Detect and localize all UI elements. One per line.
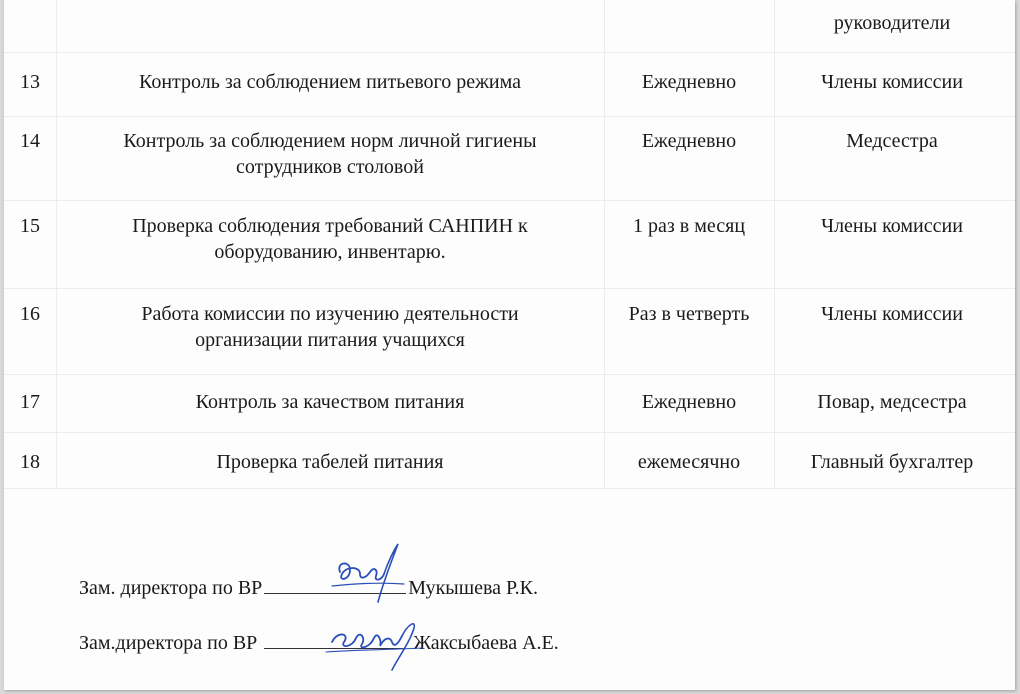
activity-line: Контроль за соблюдением питьевого режима bbox=[138, 71, 522, 93]
row-term: Ежедневно bbox=[641, 71, 737, 93]
table-grid-line bbox=[4, 200, 1015, 201]
row-number: 18 bbox=[20, 451, 40, 473]
row-number: 17 bbox=[20, 391, 40, 413]
signatory-name: Жаксыбаева А.Е. bbox=[413, 632, 559, 654]
document-page bbox=[4, 0, 1015, 690]
activity-line: организации питания учащихся bbox=[195, 329, 465, 351]
table-cell-responsible: руководители bbox=[833, 12, 951, 34]
row-term: ежемесячно bbox=[637, 451, 741, 473]
table-grid-line bbox=[4, 288, 1015, 289]
row-activity bbox=[56, 389, 604, 415]
table-grid-line bbox=[4, 488, 1015, 489]
row-activity bbox=[56, 301, 604, 353]
row-responsible: Члены комиссии bbox=[821, 71, 963, 93]
row-term: 1 раз в месяц bbox=[632, 215, 746, 237]
activity-line: Проверка соблюдения требований САНПИН к bbox=[132, 215, 528, 237]
row-activity bbox=[56, 449, 604, 475]
row-responsible: Главный бухгалтер bbox=[810, 451, 974, 473]
row-responsible: Повар, медсестра bbox=[817, 391, 967, 413]
table-grid-line bbox=[4, 432, 1015, 433]
handwritten-signature-icon bbox=[326, 540, 416, 610]
activity-line: сотрудников столовой bbox=[236, 156, 424, 178]
row-term: Раз в четверть bbox=[628, 303, 750, 325]
table-grid-line bbox=[4, 116, 1015, 117]
row-responsible: Члены комиссии bbox=[821, 303, 963, 325]
row-number: 16 bbox=[20, 303, 40, 325]
row-term: Ежедневно bbox=[641, 130, 737, 152]
row-activity bbox=[56, 128, 604, 180]
row-number: 14 bbox=[20, 130, 40, 152]
signature-line bbox=[79, 630, 559, 656]
row-term: Ежедневно bbox=[641, 391, 737, 413]
handwritten-signature-icon bbox=[322, 612, 432, 674]
row-activity bbox=[56, 213, 604, 265]
activity-line: Проверка табелей питания bbox=[216, 451, 444, 473]
signatory-title: Зам.директора по ВР bbox=[79, 632, 258, 654]
activity-line: Работа комиссии по изучению деятельности bbox=[141, 303, 519, 325]
row-responsible: Члены комиссии bbox=[821, 215, 963, 237]
activity-line: оборудованию, инвентарю. bbox=[214, 241, 446, 263]
table-grid-line bbox=[4, 52, 1015, 53]
signatory-title: Зам. директора по ВР bbox=[79, 577, 263, 599]
signatory-name: Мукышева Р.К. bbox=[408, 577, 539, 599]
signature-line bbox=[79, 575, 538, 601]
row-number: 13 bbox=[20, 71, 40, 93]
activity-line: Контроль за качеством питания bbox=[195, 391, 465, 413]
activity-line: Контроль за соблюдением норм личной гигиены bbox=[123, 130, 537, 152]
row-number: 15 bbox=[20, 215, 40, 237]
row-responsible: Медсестра bbox=[846, 130, 938, 152]
table-grid-line bbox=[4, 374, 1015, 375]
row-activity bbox=[56, 69, 604, 95]
